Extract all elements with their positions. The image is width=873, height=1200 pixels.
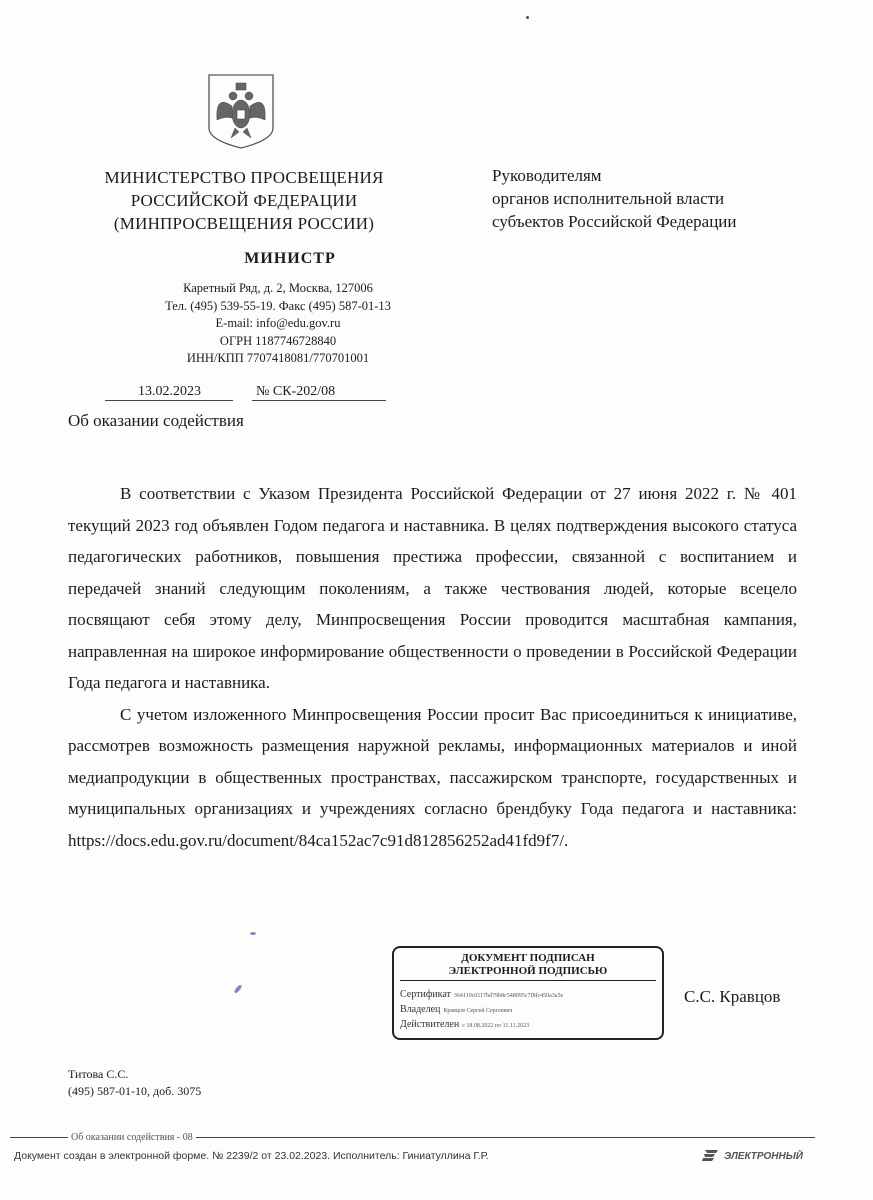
date-underline <box>105 400 233 401</box>
letter-subject: Об оказании содействия <box>68 411 244 430</box>
body-paragraph-2: С учетом изложенного Минпросвещения России просит Вас присоединиться к инициативе, рассмотрев возможность размещения наружной рекламы, информационных материалов и иной медиапродукции в общественных пространствах, пассажирском транспорте, государственных и муниципальных организациях и учреждениях согласно брендбуку Года педагога и наставника: https://docs.edu.gov.ru/document/84ca152ac7c91d812856252ad41fd9f7/. <box>68 704 797 850</box>
executor-phone: (495) 587-01-10, доб. 3075 <box>68 1084 202 1098</box>
footer-document-info: Документ создан в электронной форме. № 2239/2 от 23.02.2023. Исполнитель: Гиниатуллина Г.Р. <box>14 1150 489 1162</box>
scan-speck <box>250 932 256 935</box>
scan-speck <box>526 16 529 19</box>
edo-logo-text: ЭЛЕКТРОННЫЙ <box>724 1151 803 1162</box>
address: Каретный Ряд, д. 2, Москва, 127006 <box>183 281 373 295</box>
inn-kpp: ИНН/КПП 7707418081/770701001 <box>186 351 370 365</box>
recipient-line-2: органов исполнительной власти <box>492 189 725 208</box>
body-paragraph-1: В соответствии с Указом Президента Российской Федерации от 27 июня 2022 г. № 401 текущий 2023 год объявлен Годом педагога и наставника. В целях подтверждения высокого статуса педагогических работников, повышения престижа профессии, связанной с воспитанием и передачей знаний следующим поколениям, а также чествования людей, которые всецело посвящают себя этому делу, Минпросвещения России проводится масштабная кампания, направленная на широкое информирование общественности о проведении в Российской Федерации Года педагога и наставника. <box>68 484 797 692</box>
owner-value: Кравцов Сергей Сергеевич <box>443 1008 513 1014</box>
ministry-line-3: (МИНПРОСВЕЩЕНИЯ РОССИИ) <box>113 214 375 233</box>
ministry-line-2: РОССИЙСКОЙ ФЕДЕРАЦИИ <box>130 191 358 210</box>
edo-logo-icon <box>702 1148 810 1162</box>
ministry-name <box>70 166 418 235</box>
stamp-divider <box>400 980 656 981</box>
owner-label: Владелец <box>400 1004 441 1015</box>
stamp-title-line-1: ДОКУМЕНТ ПОДПИСАН <box>461 952 595 964</box>
recipient-block <box>492 164 737 233</box>
valid-label: Действителен <box>400 1019 460 1030</box>
certificate-value: 364110c0117bd79b8c548095c7f8fc450a3a5e <box>453 993 564 999</box>
signer-name: С.С. Кравцов <box>684 987 781 1006</box>
recipient-line-3: субъектов Российской Федерации <box>492 212 737 231</box>
footer-subject: Об оказании содействия - 08 <box>68 1132 196 1143</box>
valid-value: с 18.08.2022 по 11.11.2023 <box>462 1023 530 1029</box>
registration-date: 13.02.2023 <box>138 384 201 399</box>
ministry-line-1: МИНИСТЕРСТВО ПРОСВЕЩЕНИЯ <box>104 168 384 187</box>
letter-body <box>68 478 797 856</box>
e-signature-stamp <box>392 946 664 1040</box>
coat-of-arms-icon <box>205 72 277 150</box>
executor-block <box>68 1066 201 1100</box>
electronic-document-logo <box>702 1148 810 1167</box>
email: E-mail: info@edu.gov.ru <box>215 316 341 330</box>
executor-name: Титова С.С. <box>68 1067 129 1081</box>
scan-speck <box>233 984 242 994</box>
recipient-line-1: Руководителям <box>492 166 602 185</box>
contact-block <box>70 280 486 368</box>
stamp-details <box>400 988 656 1033</box>
stamp-title <box>394 952 662 978</box>
registration-number: № СК-202/08 <box>256 384 336 399</box>
position-title: МИНИСТР <box>244 250 336 267</box>
phone-fax: Тел. (495) 539-55-19. Факс (495) 587-01-13 <box>165 298 391 313</box>
stamp-title-line-2: ЭЛЕКТРОННОЙ ПОДПИСЬЮ <box>448 965 608 977</box>
ogrn: ОГРН 1187746728840 <box>219 333 337 348</box>
number-underline <box>252 400 386 401</box>
certificate-label: Сертификат <box>400 989 451 1000</box>
